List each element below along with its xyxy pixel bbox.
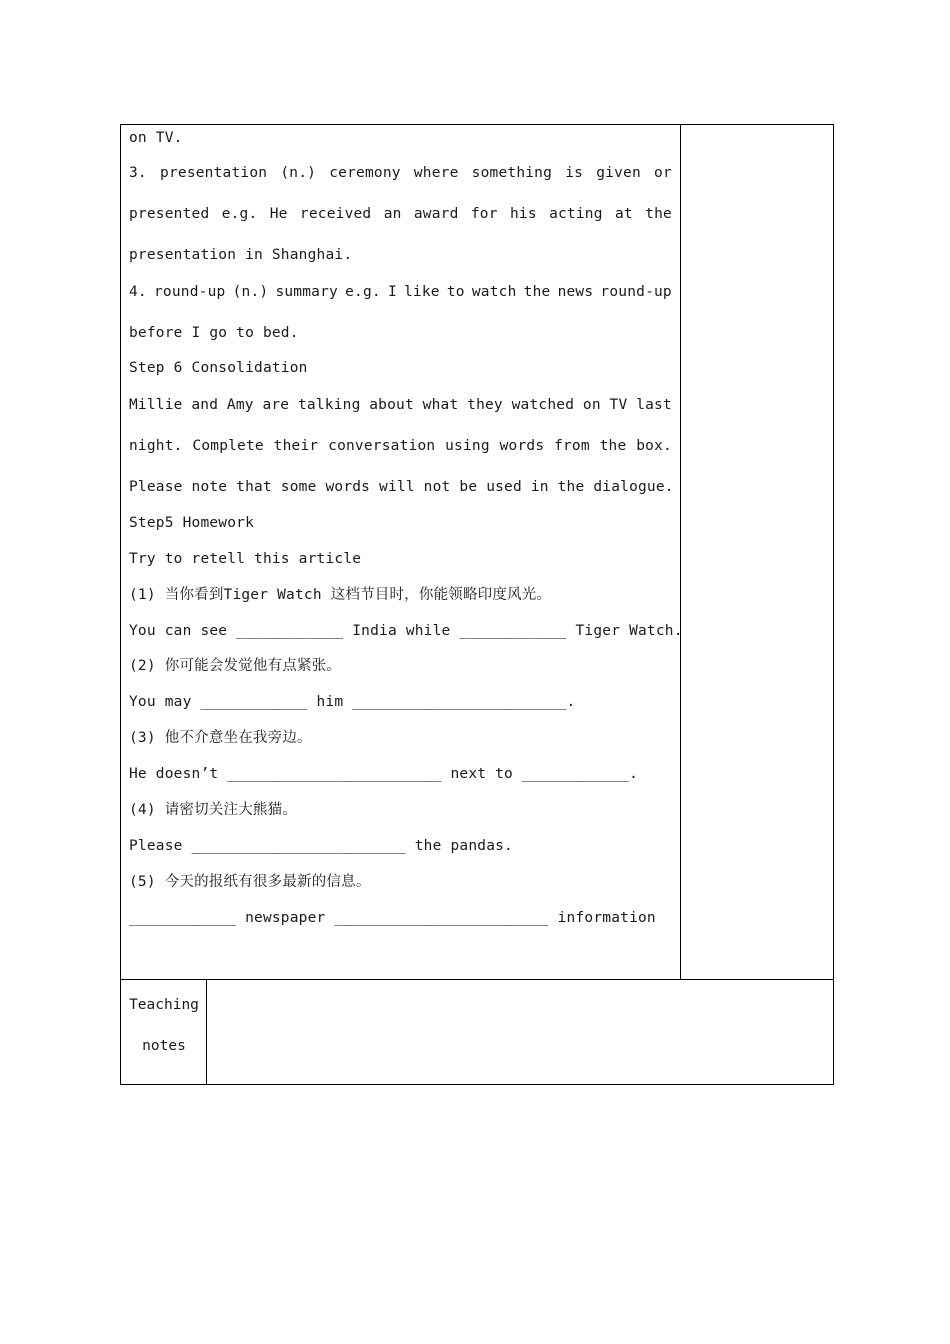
word: (n.): [280, 165, 317, 181]
word: (n.): [232, 284, 269, 300]
word: presented: [129, 206, 210, 222]
body-line-1: on TV.: [129, 130, 183, 146]
word: using: [445, 438, 490, 454]
word: I: [387, 284, 397, 300]
body-line-4: presentation in Shanghai.: [129, 247, 353, 263]
word: something: [471, 165, 553, 181]
word: TV: [609, 397, 628, 413]
word: for: [470, 206, 498, 222]
body-line-5: [129, 282, 672, 302]
word: e.g.: [221, 206, 258, 222]
body-line-8: [129, 395, 672, 415]
question-5-english: ____________ newspaper ________________________ information: [129, 910, 656, 926]
word: words: [499, 438, 545, 454]
word: watched: [511, 397, 575, 413]
word: their: [273, 438, 319, 454]
word: Millie: [129, 397, 183, 413]
word: to: [446, 284, 465, 300]
word: news: [557, 284, 594, 300]
word: like: [404, 284, 440, 300]
word: at: [614, 206, 633, 222]
teaching-notes-cell: [207, 980, 833, 1084]
word: round-up: [600, 284, 672, 300]
step5-heading: Step5 Homework: [129, 515, 255, 531]
teaching-notes-label-line2: notes: [142, 1038, 186, 1054]
body-line-6: before I go to bed.: [129, 325, 299, 341]
word: his: [509, 206, 537, 222]
word: are: [262, 397, 290, 413]
word: box.: [636, 438, 672, 454]
word: award: [413, 206, 459, 222]
word: on: [582, 397, 601, 413]
right-column-divider: [680, 124, 681, 980]
word: night.: [129, 438, 183, 454]
word: the: [645, 206, 672, 222]
word: Amy: [226, 397, 254, 413]
word: the: [523, 284, 551, 300]
word: Complete: [192, 438, 264, 454]
word: and: [191, 397, 219, 413]
word: what: [422, 397, 459, 413]
word: where: [413, 165, 459, 181]
word: is: [565, 165, 584, 181]
word: an: [383, 206, 402, 222]
body-line-3: [129, 204, 672, 224]
retell-instruction: Try to retell this article: [129, 551, 362, 567]
word: ceremony: [329, 165, 401, 181]
word: summary: [275, 284, 338, 300]
word: they: [467, 397, 503, 413]
question-3-english: He doesn’t ________________________ next to ____________.: [129, 766, 638, 782]
word: the: [599, 438, 627, 454]
word: e.g.: [345, 284, 381, 300]
word: round-up: [154, 284, 226, 300]
teaching-notes-label-line1: Teaching: [129, 997, 199, 1013]
question-2-chinese: (2) 你可能会发觉他有点紧张。: [129, 658, 342, 674]
question-1-english: You can see ____________ India while ____________ Tiger Watch.: [129, 623, 683, 639]
question-5-chinese: (5) 今天的报纸有很多最新的信息。: [129, 874, 371, 890]
word: 3.: [129, 165, 147, 181]
word: He: [269, 206, 288, 222]
word: given: [596, 165, 641, 181]
word: from: [554, 438, 590, 454]
question-3-chinese: (3) 他不介意坐在我旁边。: [129, 730, 312, 746]
body-line-10: Please note that some words will not be used in the dialogue.: [129, 479, 674, 495]
word: watch: [471, 284, 517, 300]
word: about: [369, 397, 414, 413]
word: last: [636, 397, 672, 413]
word: conversation: [328, 438, 436, 454]
question-4-english: Please ________________________ the pandas.: [129, 838, 513, 854]
question-1-chinese: (1) 当你看到Tiger Watch 这档节目时，你能领略印度风光。: [129, 587, 552, 603]
word: acting: [549, 206, 603, 222]
word: talking: [297, 397, 361, 413]
question-4-chinese: (4) 请密切关注大熊猫。: [129, 802, 298, 818]
question-2-english: You may ____________ him ________________________.: [129, 694, 576, 710]
step6-heading: Step 6 Consolidation: [129, 360, 308, 376]
word: 4.: [129, 284, 147, 300]
word: presentation: [160, 165, 268, 181]
body-line-9: [129, 436, 672, 456]
body-line-2: [129, 163, 672, 183]
word: received: [299, 206, 372, 222]
word: or: [654, 165, 672, 181]
